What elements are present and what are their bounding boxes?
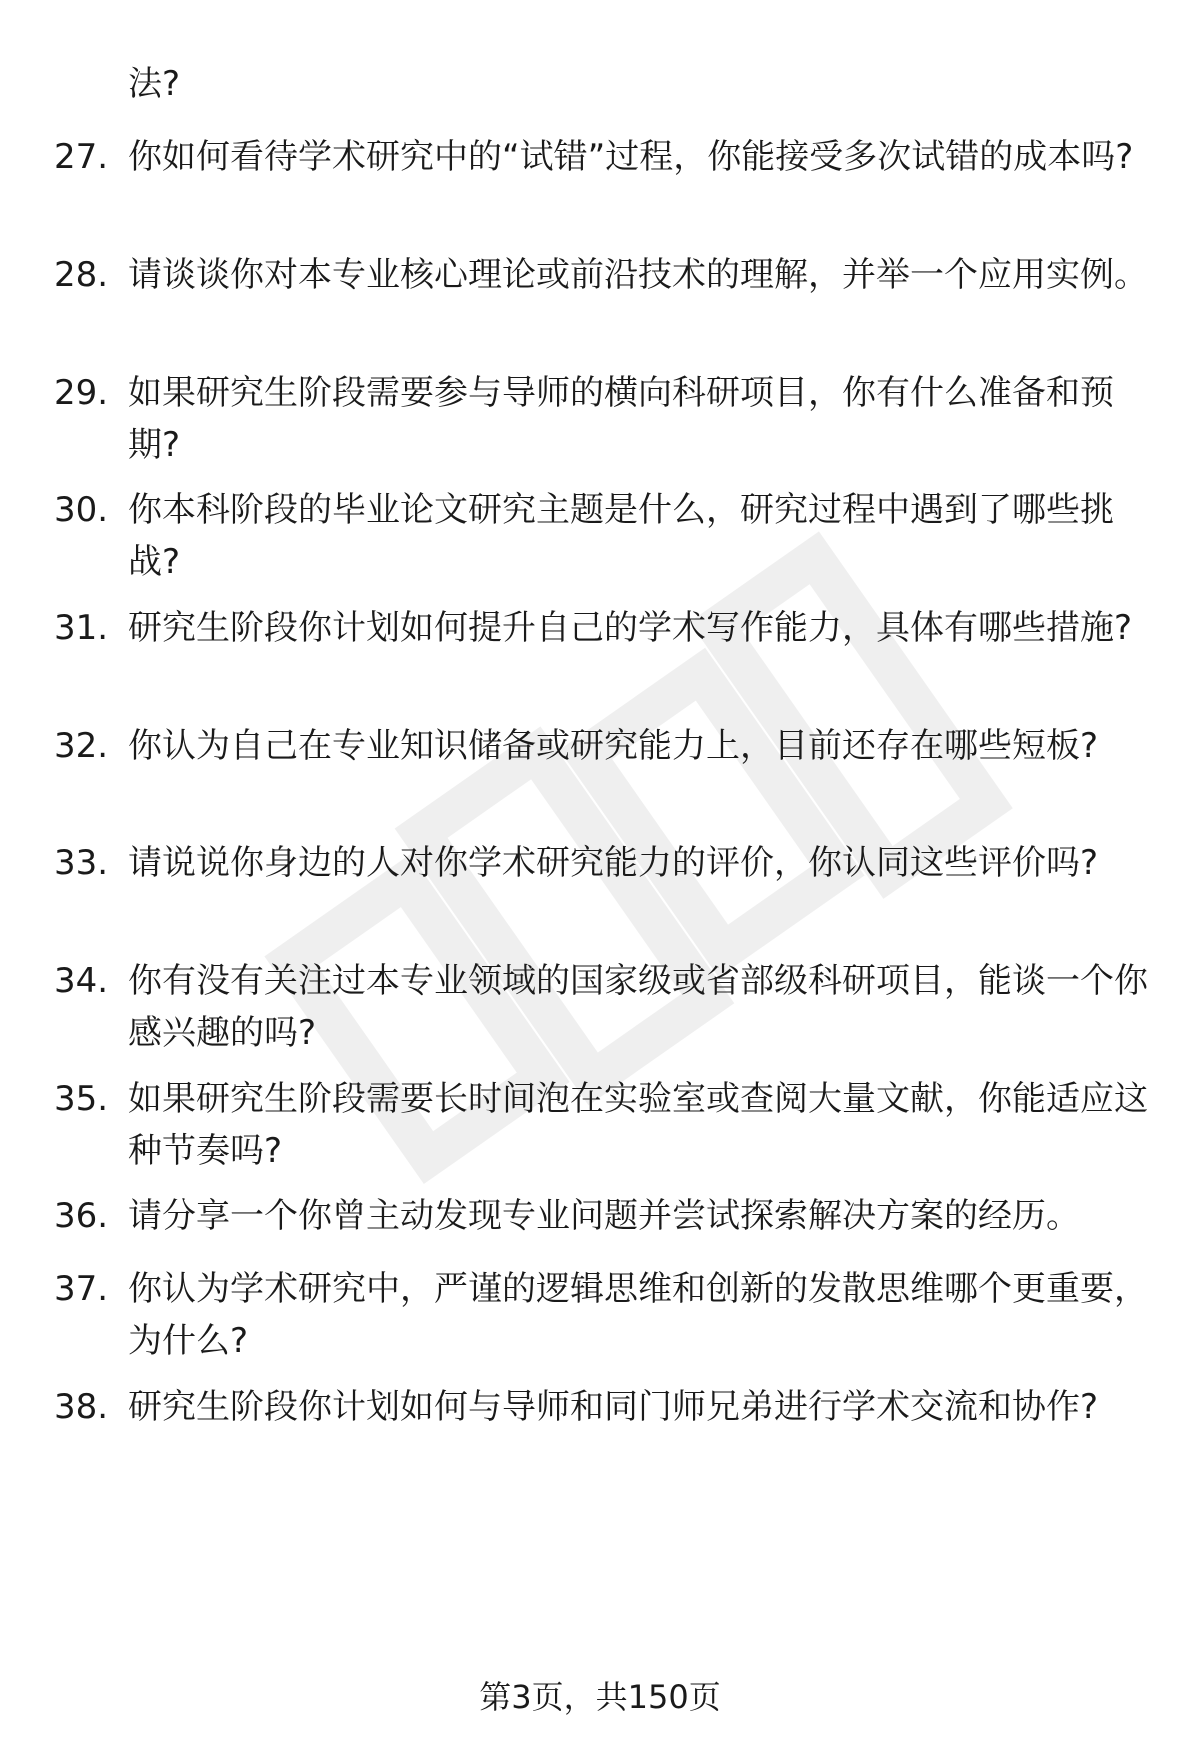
question-number: 27.: [54, 137, 109, 177]
question-number: 36.: [54, 1196, 109, 1236]
question-text: 请谈谈你对本专业核心理论或前沿技术的理解，并举一个应用实例。: [128, 255, 1148, 295]
question-number: 37.: [54, 1269, 109, 1309]
question-number: 38.: [54, 1387, 109, 1427]
question-number: 31.: [54, 608, 109, 648]
question-text: 研究生阶段你计划如何与导师和同门师兄弟进行学术交流和协作?: [128, 1387, 1099, 1427]
question-number: 32.: [54, 726, 109, 766]
question-text: 你有没有关注过本专业领域的国家级或省部级科研项目，能谈一个你感兴趣的吗?: [128, 961, 1148, 1053]
question-text: 你认为自己在专业知识储备或研究能力上，目前还存在哪些短板?: [128, 726, 1099, 766]
question-text: 你本科阶段的毕业论文研究主题是什么，研究过程中遇到了哪些挑战?: [128, 490, 1114, 582]
question-text: 你认为学术研究中，严谨的逻辑思维和创新的发散思维哪个更重要，为什么?: [128, 1269, 1148, 1361]
question-number: 29.: [54, 373, 109, 413]
question-text: 你如何看待学术研究中的“试错”过程，你能接受多次试错的成本吗?: [128, 137, 1134, 177]
carryover-text: 法?: [128, 64, 181, 104]
question-text: 如果研究生阶段需要参与导师的横向科研项目，你有什么准备和预期?: [128, 373, 1114, 465]
question-number: 30.: [54, 490, 109, 530]
question-number: 35.: [54, 1079, 109, 1119]
question-number: 33.: [54, 843, 109, 883]
question-text: 如果研究生阶段需要长时间泡在实验室或查阅大量文献，你能适应这种节奏吗?: [128, 1079, 1148, 1171]
question-text: 请说说你身边的人对你学术研究能力的评价，你认同这些评价吗?: [128, 843, 1099, 883]
page-footer: 第3页，共150页: [479, 1678, 721, 1716]
question-number: 28.: [54, 255, 109, 295]
question-text: 研究生阶段你计划如何提升自己的学术写作能力，具体有哪些措施?: [128, 608, 1133, 648]
question-text: 请分享一个你曾主动发现专业问题并尝试探索解决方案的经历。: [128, 1196, 1080, 1236]
question-number: 34.: [54, 961, 109, 1001]
